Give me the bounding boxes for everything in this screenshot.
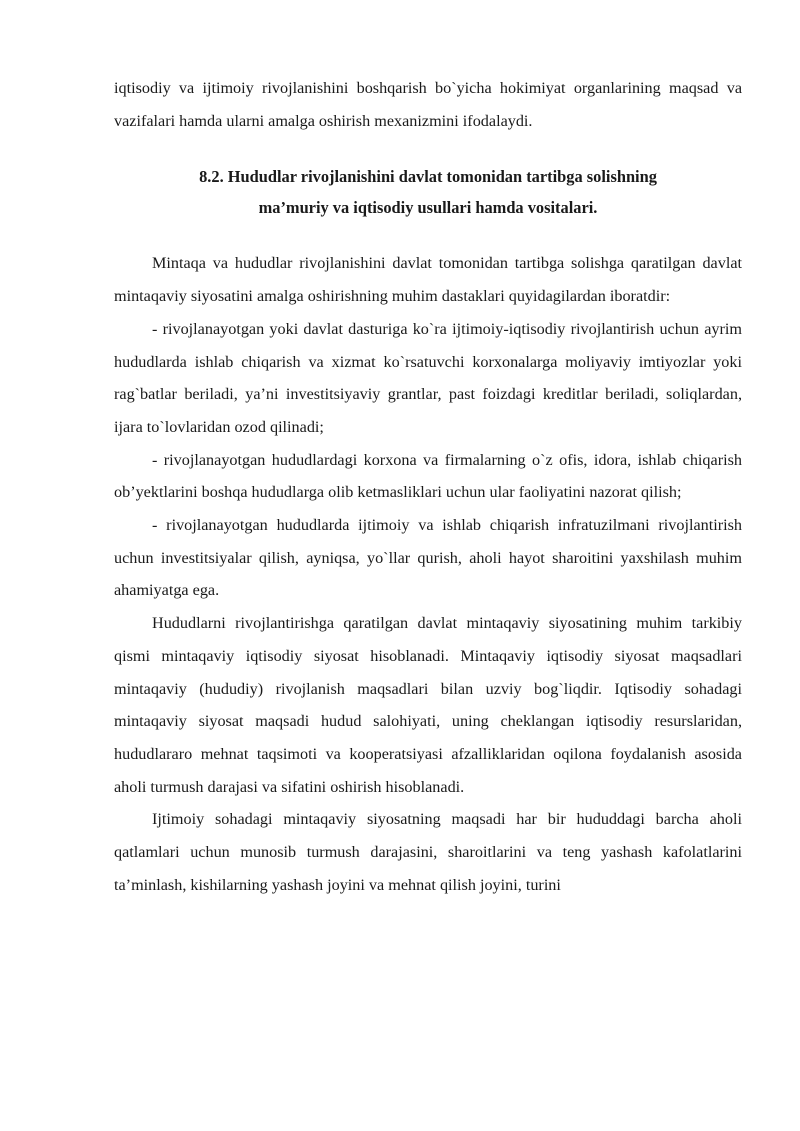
intro-paragraph: iqtisodiy va ijtimoiy rivojlanishini boshqarish bo`yicha hokimiyat organlarining maqsad va vazifalari hamda ularni amalga oshirish mexanizmini ifodalaydi. <box>114 79 742 130</box>
section-heading-line2: ma’muriy va iqtisodiy usullari hamda vositalari. <box>258 198 598 218</box>
paragraph-intro-levers: Mintaqa va hududlar rivojlanishini davlat tomonidan tartibga solishga qaratilgan davlat mintaqaviy siyosatini amalga oshirishning muhim dastaklari quyidagilardan iboratdir: <box>114 254 742 306</box>
list-item-relocation-control: - rivojlanayotgan hududlardagi korxona va firmalarning o`z ofis, idora, ishlab chiqarish ob’yektlarini boshqa hududlarga olib ketmasliklari uchun ular faoliyatini nazorat qilish; <box>114 450 742 502</box>
paragraph-social-policy: Ijtimoiy sohadagi mintaqaviy siyosatning maqsadi har bir hududdagi barcha aholi qatlamlari uchun munosib turmush darajasini, sharoitlarini va teng yashash kafolatlarini ta’minlash, kishilarning yashash joyini va mehnat qilish joyini, turini <box>114 810 742 894</box>
section-heading <box>114 161 742 223</box>
document-page <box>114 72 742 901</box>
paragraph-economic-policy: Hududlarni rivojlantirishga qaratilgan davlat mintaqaviy siyosatining muhim tarkibiy qismi mintaqaviy iqtisodiy siyosat hisoblanadi. Mintaqaviy iqtisodiy siyosat maqsadlari mintaqaviy (hududiy) rivojlanish maqsadlari bilan uzviy bog`liqdir. Iqtisodiy sohadagi mintaqaviy siyosat maqsadi hudud salohiyati, uning cheklangan iqtisodiy resurslaridan, hududlararo mehnat taqsimoti va kooperatsiyasi afzalliklaridan oqilona foydalanish asosida aholi turmush darajasi va sifatini oshirish hisoblanadi. <box>114 614 742 796</box>
section-heading-line1: 8.2. Hududlar rivojlanishini davlat tomonidan tartibga solishning <box>199 167 657 187</box>
list-item-financial-incentives: - rivojlanayotgan yoki davlat dasturiga ko`ra ijtimoiy-iqtisodiy rivojlantirish uchun ayrim hududlarda ishlab chiqarish va xizmat ko`rsatuvchi korxonalarga moliyaviy imtiyozlar yoki rag`batlar beriladi, ya’ni investitsiyaviy grantlar, past foizdagi kreditlar beriladi, soliqlardan, ijara to`lovlaridan ozod qilinadi; <box>114 319 742 436</box>
list-item-infrastructure-investment: - rivojlanayotgan hududlarda ijtimoiy va ishlab chiqarish infratuzilmani rivojlantirish uchun investitsiyalar qilish, ayniqsa, yo`llar qurish, aholi hayot sharoitini yaxshilash muhim ahamiyatga ega. <box>114 516 742 600</box>
